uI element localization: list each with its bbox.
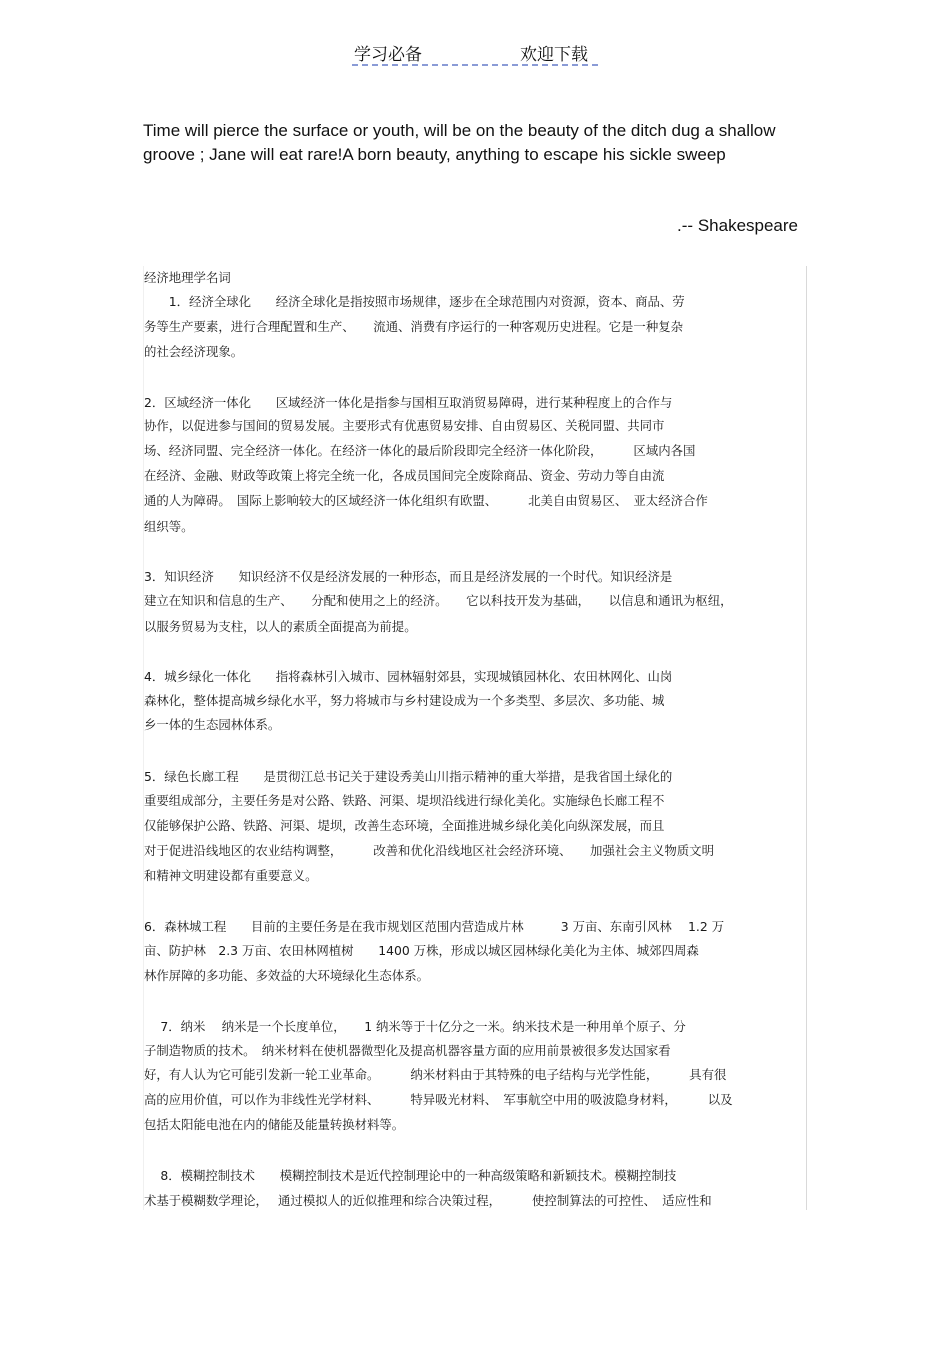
doc-line: 协作，以促进参与国间的贸易发展。主要形式有优惠贸易安排、自由贸易区、关税同盟、共同市 bbox=[144, 418, 665, 433]
doc-line: 森林化，整体提高城乡绿化水平，努力将城市与乡村建设成为一个多类型、多层次、多功能、城 bbox=[144, 693, 665, 708]
doc-line: 林作屏障的多功能、多效益的大环境绿化生态体系。 bbox=[144, 968, 429, 983]
doc-line: 高的应用价值，可以作为非线性光学材料、 特异吸光材料、 军事航空中用的吸波隐身材料， 以及 bbox=[144, 1092, 733, 1107]
doc-line: 以服务贸易为支柱，以人的素质全面提高为前提。 bbox=[144, 619, 417, 634]
doc-line: 务等生产要素，进行合理配置和生产、 流通、消费有序运行的一种客观历史进程。它是一种复杂 bbox=[144, 319, 683, 334]
doc-line: 8．模糊控制技术 模糊控制技术是近代控制理论中的一种高级策略和新颖技术。模糊控制技 bbox=[144, 1168, 677, 1183]
doc-line: 包括太阳能电池在内的储能及能量转换材料等。 bbox=[144, 1117, 405, 1132]
doc-line: 5．绿色长廊工程 是贯彻江总书记关于建设秀美山川指示精神的重大举措，是我省国土绿化的 bbox=[144, 769, 673, 784]
doc-line: 对于促进沿线地区的农业结构调整， 改善和优化沿线地区社会经济环境、 加强社会主义物质文明 bbox=[144, 843, 714, 858]
page-header bbox=[352, 40, 598, 66]
header-right-text: 欢迎下载 bbox=[520, 45, 588, 65]
doc-line: 的社会经济现象。 bbox=[144, 344, 244, 359]
doc-line: 场、经济同盟、完全经济一体化。在经济一体化的最后阶段即完全经济一体化阶段， 区域内各国 bbox=[144, 443, 696, 458]
document-body bbox=[143, 266, 807, 1210]
doc-line: 6．森林城工程 目前的主要任务是在我市规划区范围内营造成片林 3 万亩、东南引风林 1.2 万 bbox=[144, 919, 725, 934]
doc-line: 和精神文明建设都有重要意义。 bbox=[144, 868, 318, 883]
doc-line: 重要组成部分，主要任务是对公路、铁路、河渠、堤坝沿线进行绿化美化。实施绿色长廊工程不 bbox=[144, 793, 665, 808]
doc-line: 2．区域经济一体化 区域经济一体化是指参与国相互取消贸易障碍，进行某种程度上的合作与 bbox=[144, 395, 673, 410]
doc-line: 组织等。 bbox=[144, 519, 194, 534]
doc-line: 建立在知识和信息的生产、 分配和使用之上的经济。 它以科技开发为基础， 以信息和通讯为枢纽， bbox=[144, 593, 733, 608]
doc-line: 术基于模糊数学理论， 通过模拟人的近似推理和综合决策过程， 使控制算法的可控性、 适应性和 bbox=[144, 1193, 712, 1208]
doc-line: 1．经济全球化 经济全球化是指按照市场规律，逐步在全球范围内对资源，资本、商品、劳 bbox=[144, 294, 685, 309]
doc-line: 通的人为障碍。 国际上影响较大的区域经济一体化组织有欧盟、 北美自由贸易区、 亚太经济合作 bbox=[144, 493, 708, 508]
doc-line: 3．知识经济 知识经济不仅是经济发展的一种形态，而且是经济发展的一个时代。知识经济是 bbox=[144, 569, 673, 584]
doc-line: 7．纳米 纳米是一个长度单位， 1 纳米等于十亿分之一米。纳米技术是一种用单个原子、分 bbox=[144, 1019, 686, 1034]
doc-line: 子制造物质的技术。 纳米材料在使机器微型化及提高机器容量方面的应用前景被很多发达国家看 bbox=[144, 1043, 671, 1058]
quote-attribution: .-- Shakespeare bbox=[677, 216, 798, 235]
doc-line: 亩、防护林 2.3 万亩、农田林网植树 1400 万株，形成以城区园林绿化美化为主体、城郊四周森 bbox=[144, 943, 699, 958]
doc-line: 好，有人认为它可能引发新一轮工业革命。 纳米材料由于其特殊的电子结构与光学性能， 具有很 bbox=[144, 1067, 727, 1082]
header-left-text: 学习必备 bbox=[354, 45, 422, 65]
doc-line: 在经济、金融、财政等政策上将完全统一化，各成员国间完全废除商品、资金、劳动力等自由流 bbox=[144, 468, 665, 483]
doc-line: 仅能够保护公路、铁路、河渠、堤坝，改善生态环境，全面推进城乡绿化美化向纵深发展，而且 bbox=[144, 818, 665, 833]
quote-text: Time will pierce the surface or youth, will be on the beauty of the ditch dug a shallow groove ; Jane will eat rare!A born beauty, anything to escape his sickle sweep bbox=[143, 121, 776, 164]
doc-line: 乡一体的生态园林体系。 bbox=[144, 717, 281, 732]
doc-line: 4．城乡绿化一体化 指将森林引入城市、园林辐射郊县，实现城镇园林化、农田林网化、山岗 bbox=[144, 669, 673, 684]
doc-title: 经济地理学名词 bbox=[144, 270, 231, 285]
